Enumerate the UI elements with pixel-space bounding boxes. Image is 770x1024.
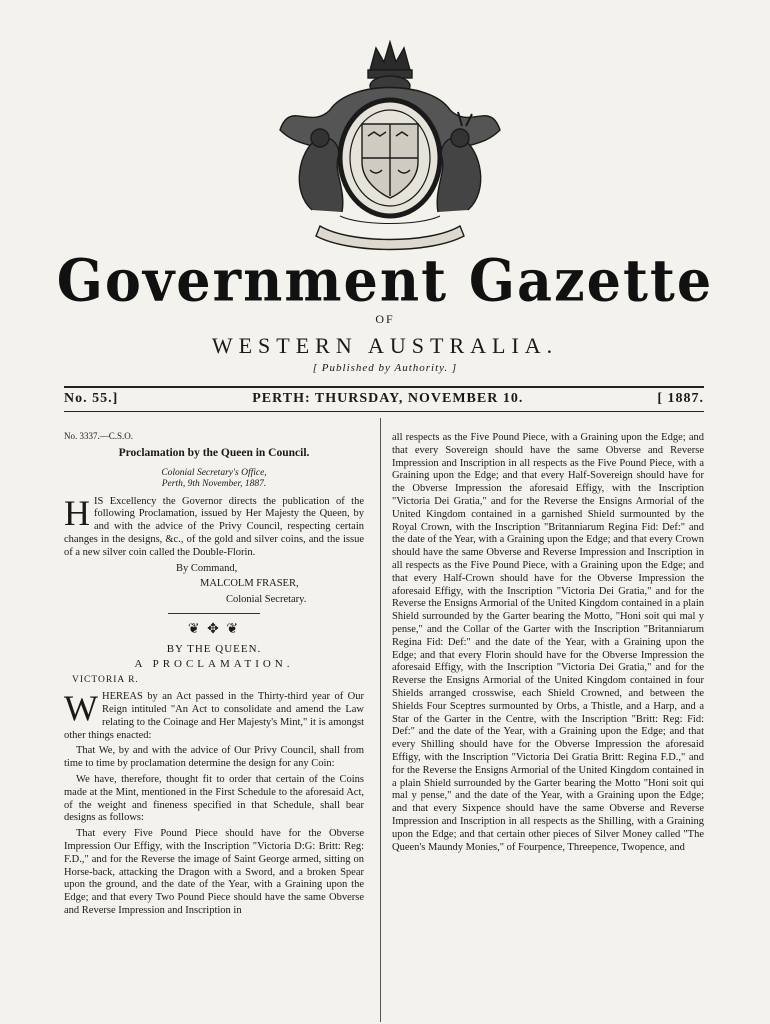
signer-name: MALCOLM FRASER, <box>200 578 299 590</box>
governor-paragraph-text: IS Excellency the Governor directs the publication of the following Proclamation, issued by Her Majesty the Queen, by and with the advice of the Privy Council, respecting certain changes in the designs, &c., of the gold and silver coins, and the issue of a new silver coin called the Double-Florin. <box>64 495 364 558</box>
whereas-paragraph-text: HEREAS by an Act passed in the Thirty-third year of Our Reign intituled "An Act to consolidate and amend the Law relating to the Coinage and Her Majesty's Mint," it is amongst other things enacted: <box>64 691 364 741</box>
royal-coat-of-arms-crest-icon <box>250 40 530 258</box>
gazette-place: WESTERN AUSTRALIA. <box>211 333 559 358</box>
office-dateline <box>64 468 364 490</box>
proclamation-heading: A PROCLAMATION. <box>134 657 294 670</box>
by-the-queen: BY THE QUEEN. <box>166 642 262 655</box>
drop-cap-h: H <box>64 492 90 533</box>
privy-council-paragraph: That We, by and with the advice of Our Privy Council, shall from time to time by proclamation determine the design for any Coin: <box>64 745 364 770</box>
signer-title: Colonial Secretary. <box>226 594 307 606</box>
ornament-icon: ❦ ✥ ❦ <box>187 621 241 637</box>
section-divider <box>168 613 260 614</box>
victoria-signature: VICTORIA R. <box>72 675 139 686</box>
notice-reference: No. 3337.—C.S.O. <box>64 431 134 441</box>
designs-paragraph: We have, therefore, thought fit to order that certain of the Coins made at the Mint, mentioned in the First Schedule to the aforesaid Act, of the weight and fineness specified in that Schedule, shall bear designs as follows: <box>64 773 364 824</box>
office-line-1: Colonial Secretary's Office, <box>161 467 267 478</box>
by-command: By Command, <box>176 562 238 574</box>
whereas-paragraph <box>64 688 364 742</box>
right-column <box>392 432 704 857</box>
masthead-bottom-rule <box>64 411 704 412</box>
left-column <box>64 430 364 921</box>
column-separator <box>380 418 381 1022</box>
governor-paragraph <box>64 492 364 560</box>
coin-designs-paragraph: all respects as the Five Pound Piece, with a Graining upon the Edge; and that every Sovereign should have the same Obverse and Reverse Impression and Inscription in all respects as the Five Pound Piece, with a Graining upon the Edge; and that every Half-Sovereign should have for the Obverse Impression the aforesaid Effigy, with the Inscription "Victoria Dei Gratia," and for the Reverse the Ensigns Armorial of the United Kingdom contained in a garnished Shield surmounted by the Royal Crown, with the Inscription "Britanniarum Regina Fid: Def:" and the date of the Year, with a Graining upon the Edge; and that every Crown should have the same Obverse and Reverse Impression and Inscription in all respects as the Five Pound Piece, with a Graining upon the Edge; and that every Half-Crown should have for the Obverse Impression the aforesaid Effigy, with the Inscription "Victoria Dei Gratia," and for the Reverse the Ensigns Armorial of the United Kingdom contained in a plain Shield surrounded by the Garter bearing the Motto, "Honi soit qui mal y pense," and the Collar of the Garter with the Inscription "Britanniarum Regina Fid: Def:" and the date of the Year, with a Graining upon the Edge; and that every Florin should have for the Obverse Impression the aforesaid Effigy, with the Inscription "Victoria Dei Gratia," and for the Reverse the Ensigns Armorial of the United Kingdom contained in four Shields arranged crosswise, each Shield Crowned, and between the Shields Four Sceptres surmounted by Orbs, a Thistle, and a Harp, and a Star of the Garter in the Centre, with the Inscription "Britt: Reg: Fid: Def:" and the date of the Year, with a Graining upon the Edge; and that every Shilling should have for the Obverse Impression the aforesaid Effigy, with the Inscription "Victoria Dei Gratia Britt: Regina F.D.," and for the Reverse the Ensigns Armorial of the United Kingdom contained in a plain Shield surrounded by the Garter bearing the Motto "Honi soit qui mal y pense," and the date of the Year, with a Graining upon the Edge; and that every Sixpence should have the same Obverse and Reverse Impression and Inscription in all respects as the Shilling, with a Graining upon the Edge; and that certain other pieces of Silver Money called "The Queen's Maundy Monies," of Fourpence, Threepence, Twopence, and <box>392 432 704 853</box>
masthead-dateline-bar <box>64 391 704 407</box>
title-of: OF <box>375 312 395 326</box>
five-pound-paragraph: That every Five Pound Piece should have for the Obverse Impression Our Effigy, with the Inscription "Victoria D:G: Britt: Reg: F.D.," and for the Reverse the image of Saint George armed, sitting on Horse-back, attacking the Dragon with a Sword, and a broken Spear upon the ground, and the date of the Year, with a Graining upon the Edge; and that every Two Pound Piece should have the same Obverse and Reverse Impression and Inscription in <box>64 828 364 916</box>
gazette-title: Government Gazette <box>56 245 714 315</box>
publication-authority: [ Published by Authority. ] <box>312 362 458 374</box>
office-line-2: Perth, 9th November, 1887. <box>161 478 267 489</box>
dateline: PERTH: THURSDAY, NOVEMBER 10. <box>252 391 524 406</box>
drop-cap-w: W <box>64 688 98 729</box>
issue-year: [ 1887. <box>657 391 704 406</box>
masthead-top-rule <box>64 386 704 388</box>
notice-heading: Proclamation by the Queen in Council. <box>118 446 310 459</box>
issue-number: No. 55.] <box>64 391 119 406</box>
